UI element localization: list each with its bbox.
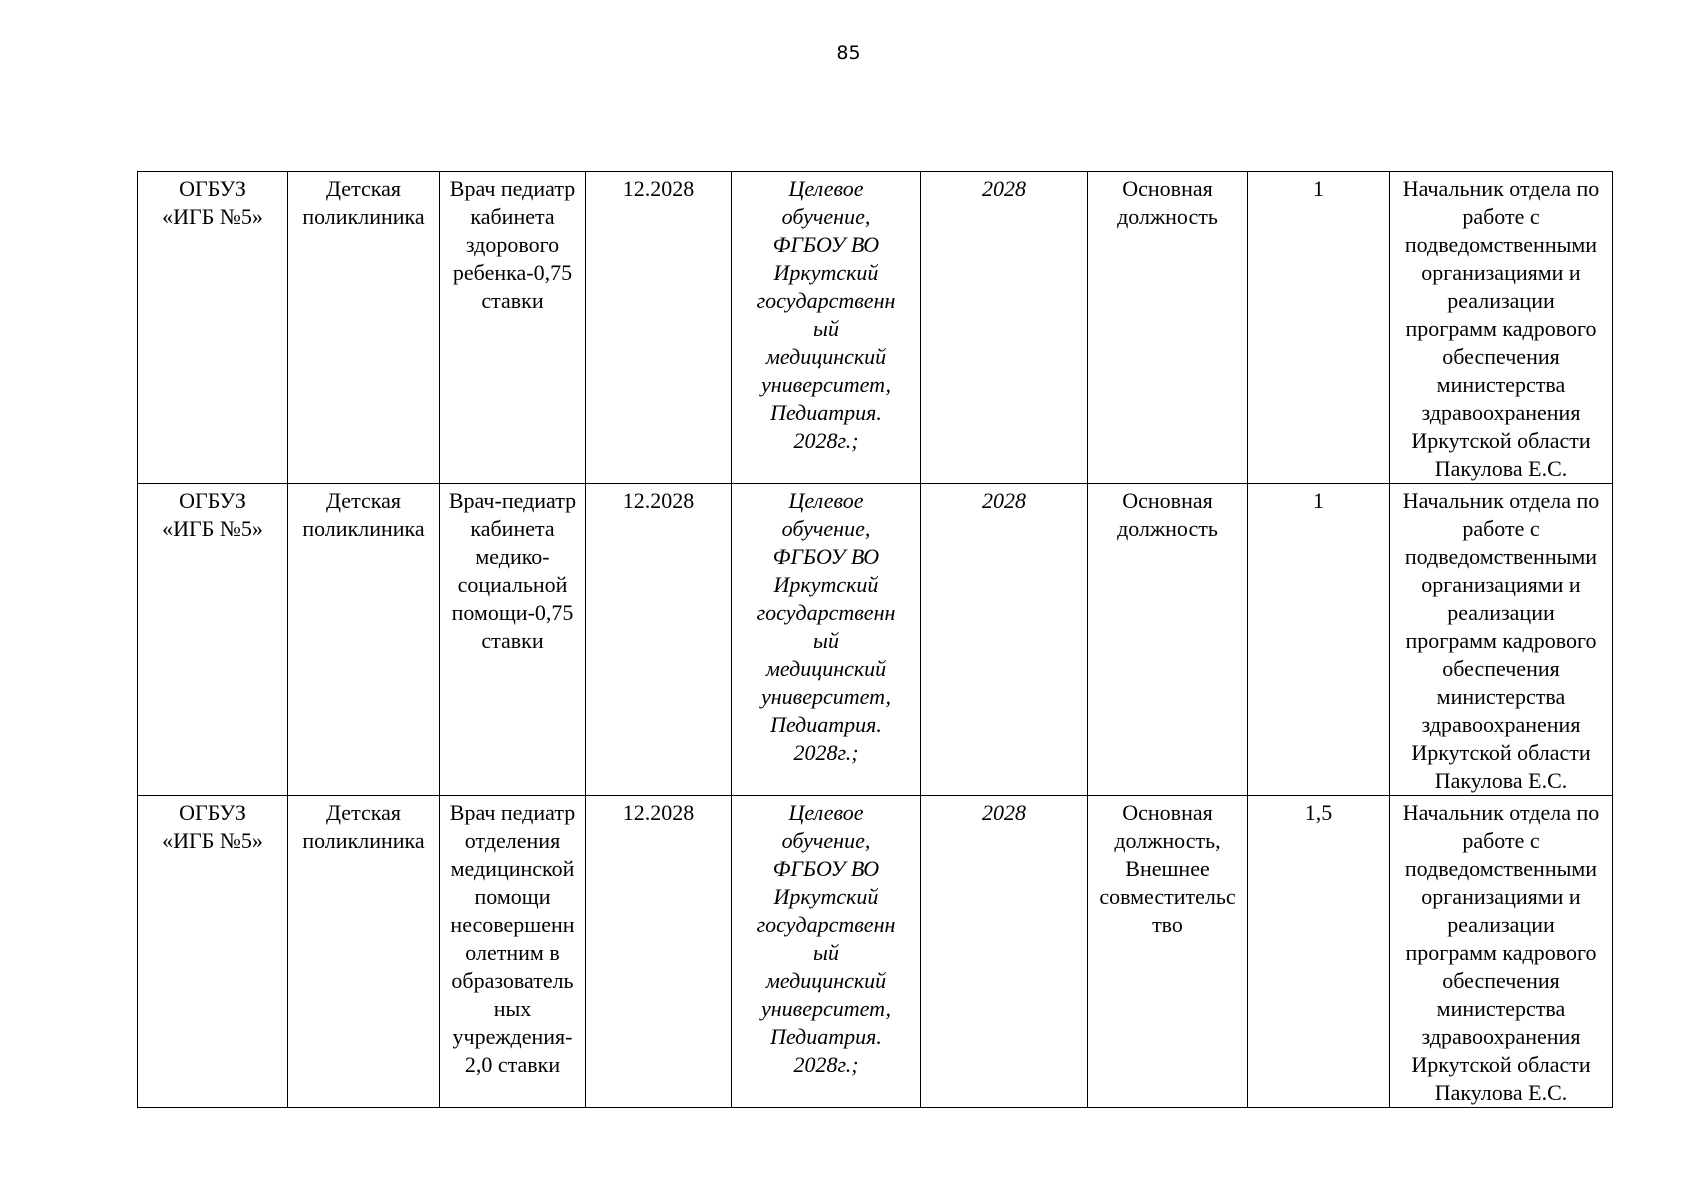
rate-cell — [1248, 172, 1390, 484]
cell-text-line: Педиатрия. — [770, 712, 882, 737]
cell-text-line: программ кадрового — [1405, 940, 1597, 965]
cell-text-line: Целевое — [788, 800, 864, 825]
cell-text-line: работе с — [1462, 516, 1540, 541]
cell-text-line: министерства — [1436, 684, 1566, 709]
cell-text-line: организациями и — [1421, 572, 1581, 597]
year-cell — [921, 172, 1088, 484]
cell-text-line: ый — [813, 316, 839, 341]
cell-text-line: Иркутский — [773, 884, 879, 909]
cell-text-line: ый — [813, 940, 839, 965]
position-cell — [440, 484, 586, 796]
contact-cell — [1390, 172, 1613, 484]
vacancy-table — [137, 171, 1613, 1108]
cell-text-line: программ кадрового — [1405, 316, 1597, 341]
cell-text-line: несовершенн — [450, 912, 575, 937]
cell-text-line: ФГБОУ ВО — [772, 856, 880, 881]
date-cell — [586, 796, 732, 1108]
organization-cell — [138, 796, 288, 1108]
cell-text-line: министерства — [1436, 372, 1566, 397]
table-row — [138, 796, 1613, 1108]
cell-text-line: помощи — [474, 884, 551, 909]
cell-text-line: ый — [813, 628, 839, 653]
cell-text-line: обучение, — [781, 828, 871, 853]
employment-cell — [1088, 796, 1248, 1108]
cell-text-line: Целевое — [788, 488, 864, 513]
cell-text-line: Иркутской области — [1411, 428, 1591, 453]
employment-cell — [1088, 484, 1248, 796]
cell-text-line: 2,0 ставки — [464, 1052, 561, 1077]
cell-text-line: поликлиника — [302, 204, 425, 229]
cell-text-line: ных — [493, 996, 532, 1021]
cell-text-line: работе с — [1462, 828, 1540, 853]
cell-text-line: Пакулова Е.С. — [1434, 1080, 1568, 1105]
employment-cell — [1088, 172, 1248, 484]
cell-text-line: поликлиника — [302, 516, 425, 541]
position-cell — [440, 796, 586, 1108]
training-cell — [732, 796, 921, 1108]
department-cell — [288, 484, 440, 796]
cell-text-line: должность, — [1114, 828, 1221, 853]
cell-text-line: Врач педиатр — [449, 176, 576, 201]
cell-text-line: университет, — [760, 684, 892, 709]
cell-text-line: обеспечения — [1442, 968, 1560, 993]
cell-text-line: министерства — [1436, 996, 1566, 1021]
cell-text-line: поликлиника — [302, 828, 425, 853]
rate-cell — [1248, 484, 1390, 796]
cell-text-line: 1 — [1313, 176, 1324, 201]
cell-text-line: совместительс — [1099, 884, 1236, 909]
cell-text-line: Иркутский — [773, 260, 879, 285]
training-cell — [732, 172, 921, 484]
cell-text-line: Основная — [1122, 800, 1213, 825]
cell-text-line: «ИГБ №5» — [162, 204, 263, 229]
cell-text-line: Иркутской области — [1411, 1052, 1591, 1077]
cell-text-line: 12.2028 — [622, 800, 695, 825]
cell-text-line: 12.2028 — [622, 176, 695, 201]
cell-text-line: 1 — [1313, 488, 1324, 513]
cell-text-line: 2028г.; — [793, 1052, 859, 1077]
page-number: 85 — [836, 42, 861, 64]
cell-text-line: здравоохранения — [1421, 1024, 1581, 1049]
cell-text-line: Детская — [326, 488, 401, 513]
cell-text-line: государственн — [756, 600, 896, 625]
date-cell — [586, 172, 732, 484]
cell-text-line: организациями и — [1421, 884, 1581, 909]
cell-text-line: ребенка-0,75 — [452, 260, 573, 285]
cell-text-line: кабинета — [470, 516, 555, 541]
cell-text-line: ставки — [481, 288, 544, 313]
cell-text-line: помощи-0,75 — [451, 600, 574, 625]
cell-text-line: Иркутской области — [1411, 740, 1591, 765]
year-cell — [921, 796, 1088, 1108]
cell-text-line: должность — [1117, 204, 1218, 229]
cell-text-line: государственн — [756, 288, 896, 313]
cell-text-line: ФГБОУ ВО — [772, 232, 880, 257]
cell-text-line: Врач-педиатр — [448, 488, 577, 513]
cell-text-line: программ кадрового — [1405, 628, 1597, 653]
cell-text-line: обеспечения — [1442, 344, 1560, 369]
cell-text-line: реализации — [1447, 288, 1555, 313]
cell-text-line: Внешнее — [1125, 856, 1210, 881]
cell-text-line: 1,5 — [1304, 800, 1333, 825]
cell-text-line: медицинский — [765, 968, 887, 993]
cell-text-line: Основная — [1122, 176, 1213, 201]
cell-text-line: Начальник отдела по — [1402, 176, 1600, 201]
cell-text-line: 2028г.; — [793, 740, 859, 765]
cell-text-line: 2028 — [982, 800, 1026, 825]
contact-cell — [1390, 484, 1613, 796]
cell-text-line: здравоохранения — [1421, 400, 1581, 425]
cell-text-line: 12.2028 — [622, 488, 695, 513]
cell-text-line: медицинский — [765, 344, 887, 369]
cell-text-line: обучение, — [781, 204, 871, 229]
table-row — [138, 484, 1613, 796]
cell-text-line: подведомственными — [1404, 232, 1598, 257]
table-body — [138, 172, 1613, 1108]
cell-text-line: ставки — [481, 628, 544, 653]
cell-text-line: организациями и — [1421, 260, 1581, 285]
cell-text-line: университет, — [760, 996, 892, 1021]
cell-text-line: медицинский — [765, 656, 887, 681]
table-row — [138, 172, 1613, 484]
cell-text-line: университет, — [760, 372, 892, 397]
cell-text-line: ОГБУЗ — [179, 488, 246, 513]
cell-text-line: ОГБУЗ — [179, 176, 246, 201]
cell-text-line: государственн — [756, 912, 896, 937]
cell-text-line: обеспечения — [1442, 656, 1560, 681]
cell-text-line: ФГБОУ ВО — [772, 544, 880, 569]
cell-text-line: «ИГБ №5» — [162, 516, 263, 541]
cell-text-line: Начальник отдела по — [1402, 800, 1600, 825]
training-cell — [732, 484, 921, 796]
cell-text-line: медицинской — [450, 856, 575, 881]
cell-text-line: образователь — [451, 968, 574, 993]
cell-text-line: учреждения- — [452, 1024, 573, 1049]
cell-text-line: медико- — [475, 544, 550, 569]
cell-text-line: «ИГБ №5» — [162, 828, 263, 853]
cell-text-line: здравоохранения — [1421, 712, 1581, 737]
cell-text-line: 2028 — [982, 488, 1026, 513]
cell-text-line: Начальник отдела по — [1402, 488, 1600, 513]
cell-text-line: 2028г.; — [793, 428, 859, 453]
cell-text-line: олетним в — [465, 940, 560, 965]
cell-text-line: отделения — [464, 828, 561, 853]
contact-cell — [1390, 796, 1613, 1108]
cell-text-line: 2028 — [982, 176, 1026, 201]
cell-text-line: Пакулова Е.С. — [1434, 456, 1568, 481]
organization-cell — [138, 172, 288, 484]
cell-text-line: реализации — [1447, 600, 1555, 625]
date-cell — [586, 484, 732, 796]
cell-text-line: Врач педиатр — [449, 800, 576, 825]
cell-text-line: подведомственными — [1404, 544, 1598, 569]
cell-text-line: работе с — [1462, 204, 1540, 229]
cell-text-line: Детская — [326, 176, 401, 201]
cell-text-line: должность — [1117, 516, 1218, 541]
position-cell — [440, 172, 586, 484]
cell-text-line: Педиатрия. — [770, 400, 882, 425]
cell-text-line: Детская — [326, 800, 401, 825]
cell-text-line: Пакулова Е.С. — [1434, 768, 1568, 793]
cell-text-line: Основная — [1122, 488, 1213, 513]
cell-text-line: социальной — [457, 572, 568, 597]
cell-text-line: Иркутский — [773, 572, 879, 597]
cell-text-line: кабинета — [470, 204, 555, 229]
rate-cell — [1248, 796, 1390, 1108]
cell-text-line: подведомственными — [1404, 856, 1598, 881]
department-cell — [288, 172, 440, 484]
department-cell — [288, 796, 440, 1108]
year-cell — [921, 484, 1088, 796]
cell-text-line: ОГБУЗ — [179, 800, 246, 825]
cell-text-line: тво — [1152, 912, 1183, 937]
cell-text-line: реализации — [1447, 912, 1555, 937]
cell-text-line: здорового — [465, 232, 560, 257]
cell-text-line: обучение, — [781, 516, 871, 541]
organization-cell — [138, 484, 288, 796]
cell-text-line: Целевое — [788, 176, 864, 201]
cell-text-line: Педиатрия. — [770, 1024, 882, 1049]
